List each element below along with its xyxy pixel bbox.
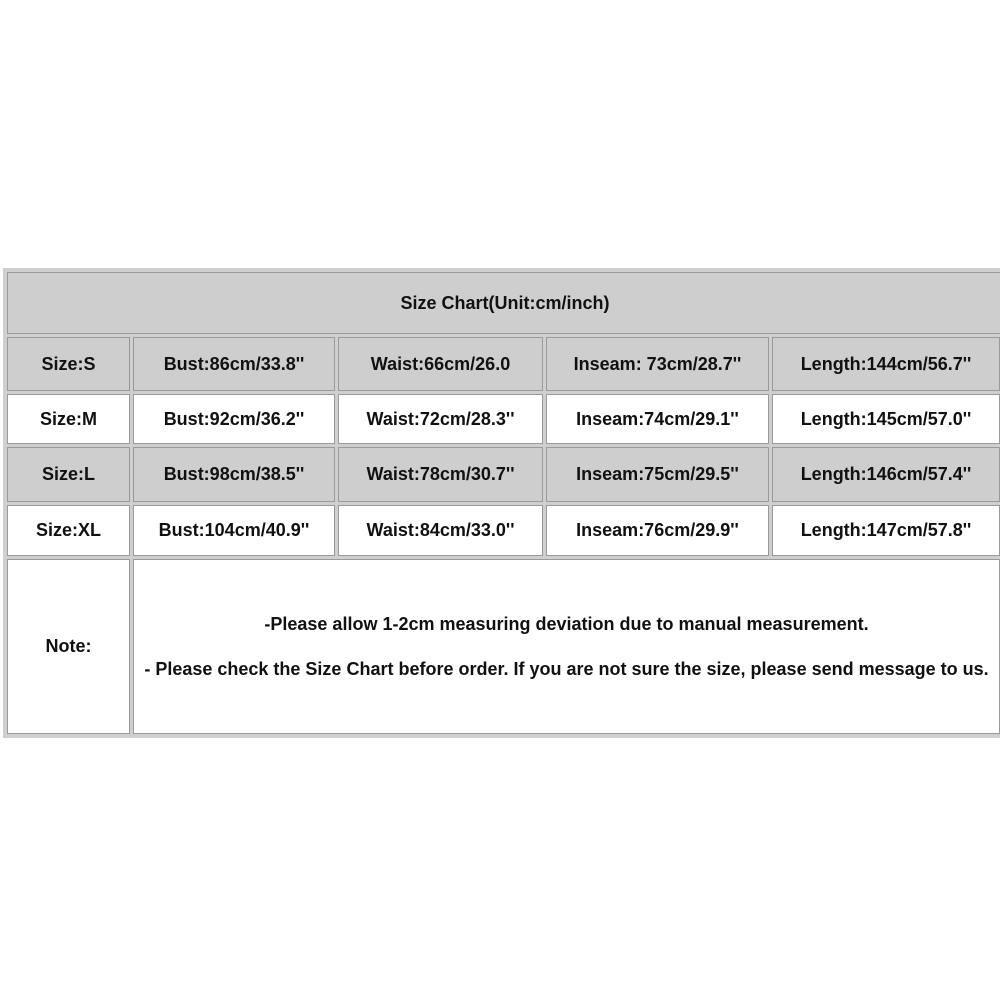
row-m-bust: Bust:92cm/36.2'' <box>133 394 335 444</box>
size-chart-table <box>3 268 1000 738</box>
row-s-inseam: Inseam: 73cm/28.7'' <box>546 337 769 391</box>
note-line-check-size-chart: - Please check the Size Chart before order. If you are not sure the size, please send message to us. <box>144 659 989 679</box>
note-label: Note: <box>7 559 130 734</box>
row-l-length: Length:146cm/57.4'' <box>772 447 1000 502</box>
row-xl-inseam: Inseam:76cm/29.9'' <box>546 505 769 556</box>
row-xl-bust: Bust:104cm/40.9'' <box>133 505 335 556</box>
row-xl-waist: Waist:84cm/33.0'' <box>338 505 543 556</box>
row-xl-size: Size:XL <box>7 505 130 556</box>
row-l-size: Size:L <box>7 447 130 502</box>
row-m-length: Length:145cm/57.0'' <box>772 394 1000 444</box>
row-s-size: Size:S <box>7 337 130 391</box>
row-xl-length: Length:147cm/57.8'' <box>772 505 1000 556</box>
row-m-inseam: Inseam:74cm/29.1'' <box>546 394 769 444</box>
note-content <box>133 559 1000 734</box>
row-l-bust: Bust:98cm/38.5'' <box>133 447 335 502</box>
row-m-size: Size:M <box>7 394 130 444</box>
row-l-waist: Waist:78cm/30.7'' <box>338 447 543 502</box>
size-chart-title: Size Chart(Unit:cm/inch) <box>7 272 1000 334</box>
row-s-length: Length:144cm/56.7'' <box>772 337 1000 391</box>
row-l-inseam: Inseam:75cm/29.5'' <box>546 447 769 502</box>
row-s-bust: Bust:86cm/33.8'' <box>133 337 335 391</box>
row-m-waist: Waist:72cm/28.3'' <box>338 394 543 444</box>
note-line-measuring-deviation: -Please allow 1-2cm measuring deviation due to manual measurement. <box>264 614 869 634</box>
row-s-waist: Waist:66cm/26.0 <box>338 337 543 391</box>
